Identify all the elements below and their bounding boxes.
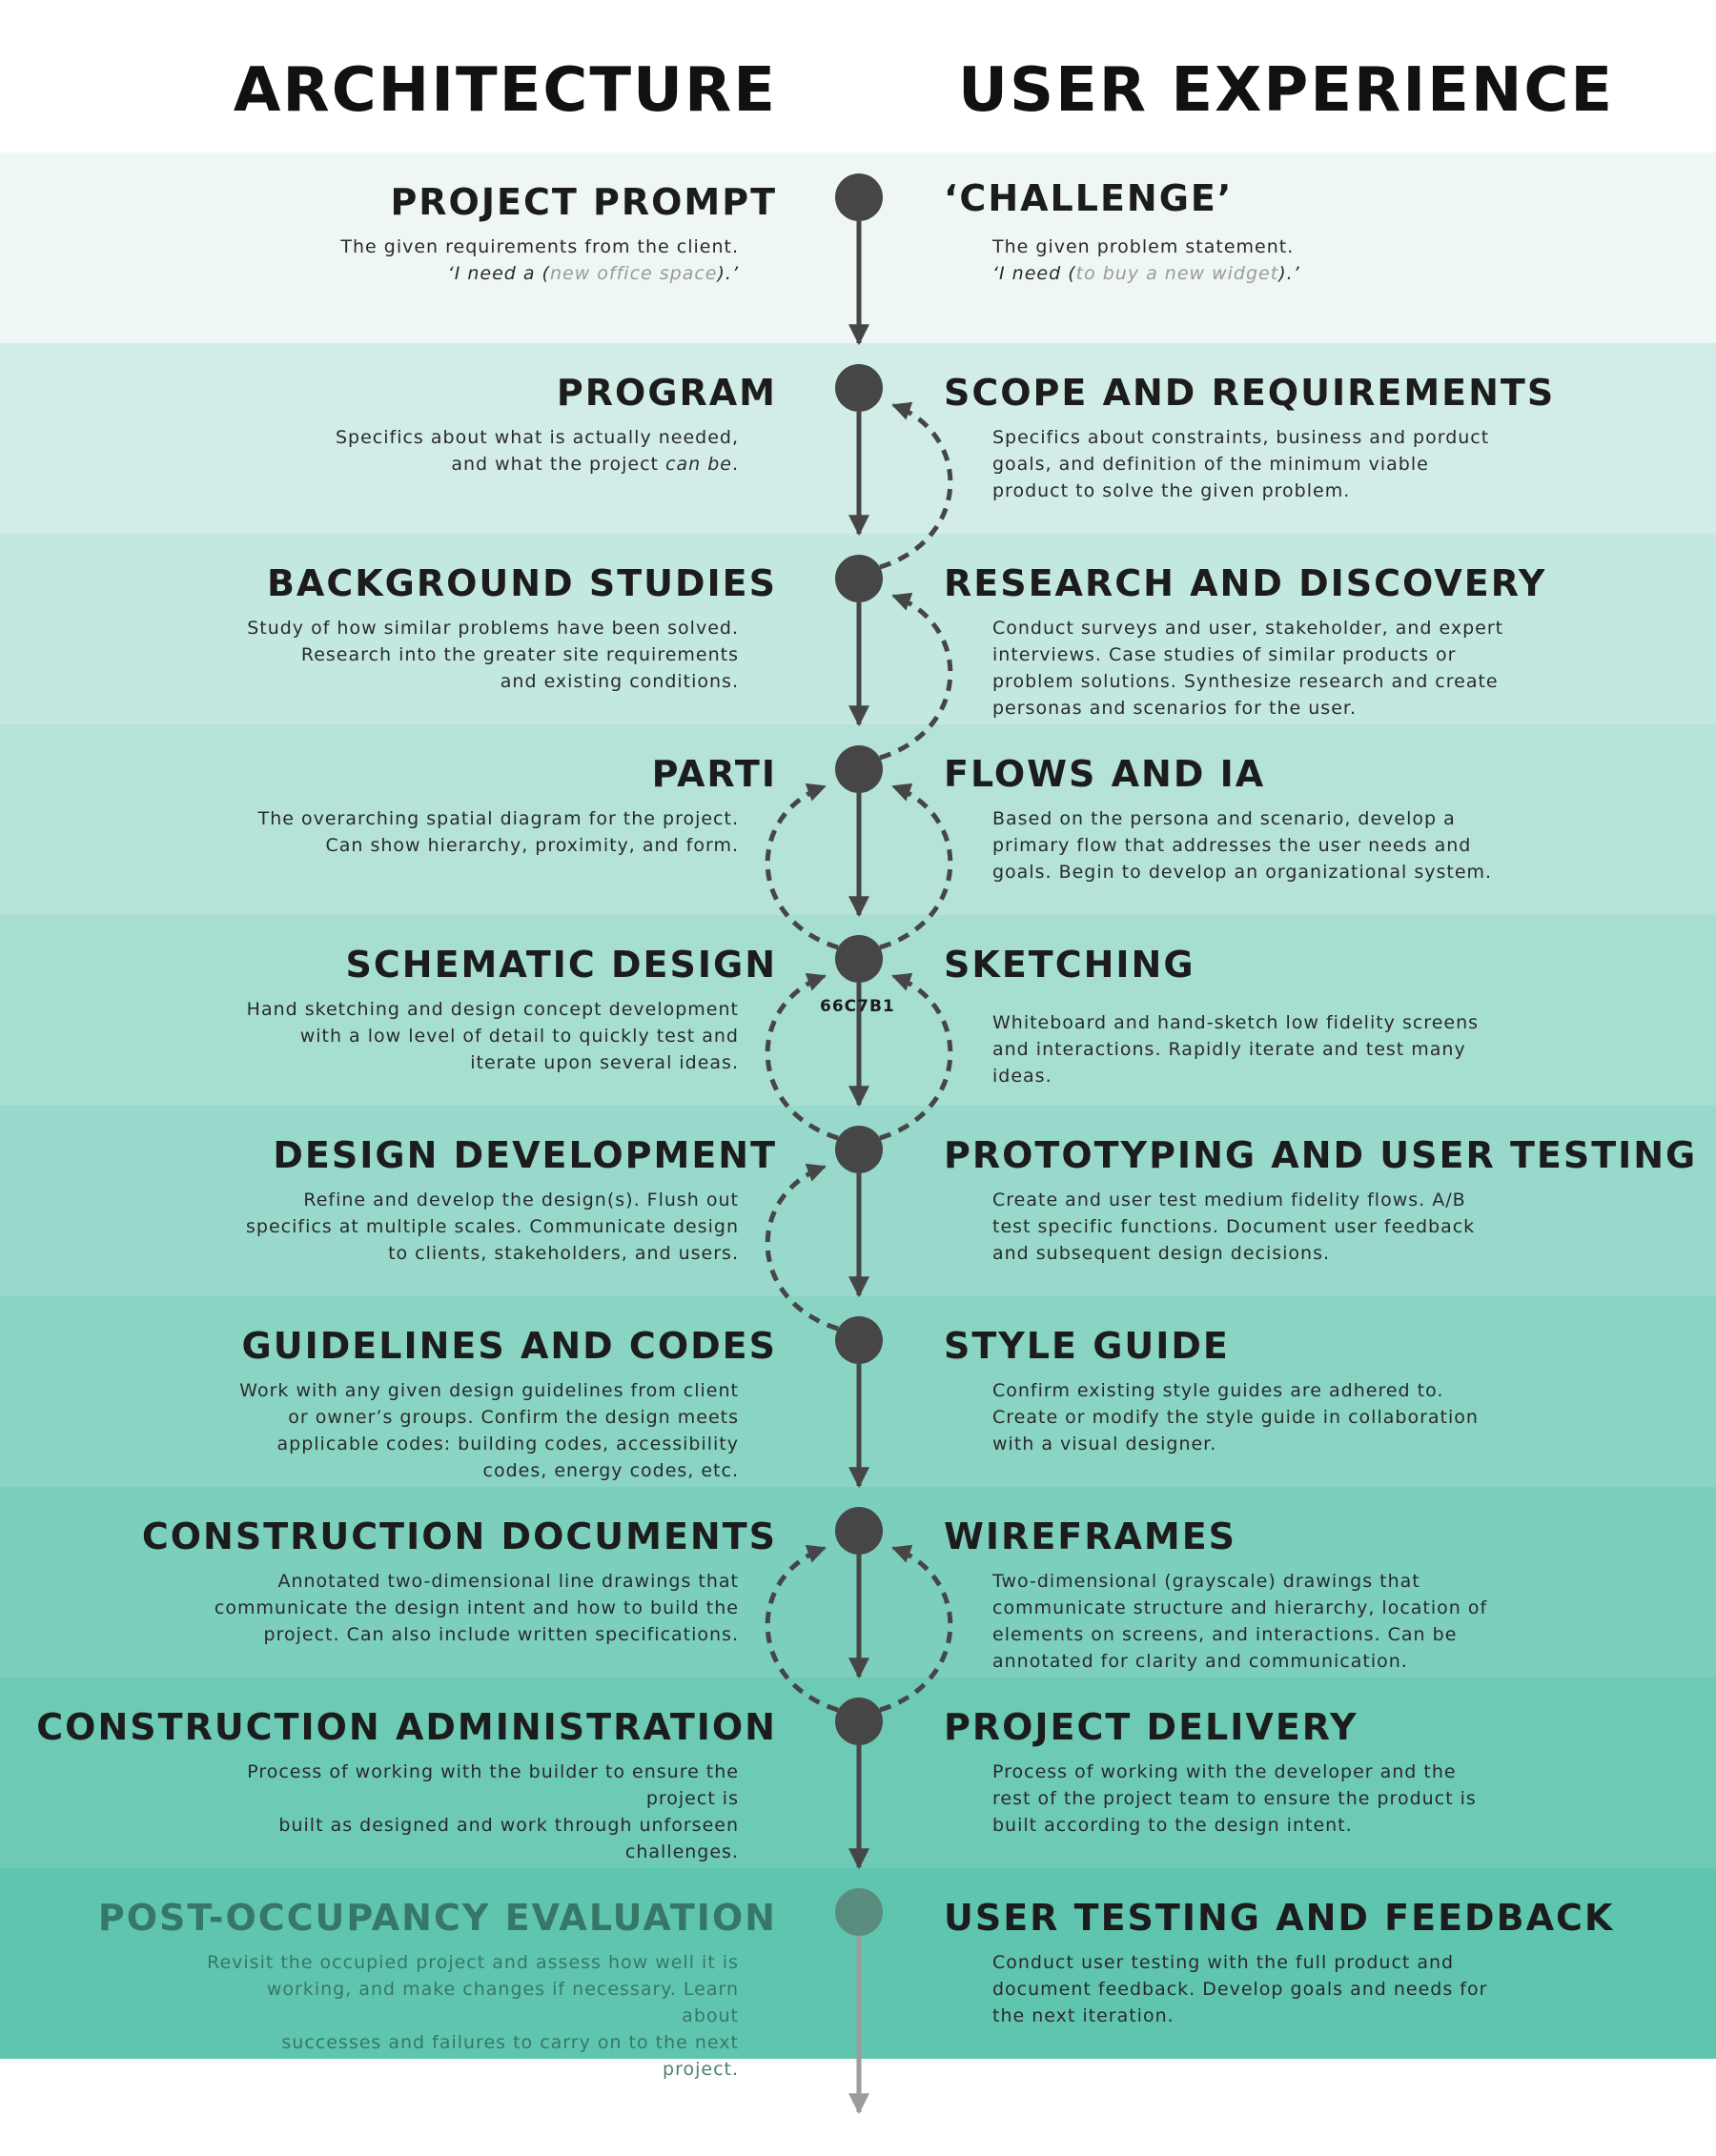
description-line: goals, and definition of the minimum viable — [992, 454, 1429, 475]
description-line: Process of working with the developer and the — [992, 1761, 1457, 1782]
description-line: the next iteration. — [992, 2005, 1175, 2026]
right-feedback-loop — [880, 786, 950, 947]
right-feedback-loop — [880, 1548, 950, 1710]
description-line: document feedback. Develop goals and needs for — [992, 1979, 1488, 2000]
architecture-step-title: POST-OCCUPANCY EVALUATION — [97, 1897, 777, 1939]
architecture-step-title: BACKGROUND STUDIES — [266, 562, 777, 604]
description-line: Specifics about constraints, business and porduct — [992, 427, 1490, 448]
description-line: goals. Begin to develop an organizational system. — [992, 862, 1493, 883]
architecture-step-description — [205, 996, 739, 1076]
quote-muted: new office space — [549, 263, 718, 284]
architecture-step-description — [205, 424, 739, 478]
step-node — [835, 1888, 883, 1936]
architecture-step-description — [205, 1377, 739, 1484]
step-node — [835, 1507, 883, 1555]
ux-step-title: STYLE GUIDE — [944, 1325, 1230, 1367]
description-line: product to solve the given problem. — [992, 480, 1351, 501]
architecture-step-description — [205, 1187, 739, 1267]
quote-muted: to buy a new widget — [1075, 263, 1279, 284]
ux-step-description — [992, 1949, 1526, 2029]
description-line: Create and user test medium fidelity flows. A/B — [992, 1190, 1466, 1210]
description-line: primary flow that addresses the user needs and — [992, 835, 1472, 856]
quote-post: ).’ — [1278, 263, 1300, 284]
description-line: working, and make changes if necessary. Learn about — [266, 1979, 739, 2026]
description-line: interviews. Case studies of similar products or — [992, 644, 1457, 665]
description-line: Specifics about what is actually needed, — [335, 427, 739, 448]
description-line: communicate structure and hierarchy, location of — [992, 1597, 1488, 1618]
ux-step-description — [992, 1009, 1526, 1089]
description-line: Revisit the occupied project and assess how well it is — [207, 1952, 739, 1973]
description-line: with a low level of detail to quickly test and — [299, 1026, 739, 1047]
description-line: Refine and develop the design(s). Flush out — [303, 1190, 739, 1210]
ux-step-description — [992, 615, 1526, 722]
description-line: Create or modify the style guide in collaboration — [992, 1407, 1479, 1428]
description-line: Whiteboard and hand-sketch low fidelity screens — [992, 1012, 1480, 1033]
architecture-step-description — [205, 234, 739, 287]
description-line: successes and failures to carry on to the next project. — [281, 2032, 739, 2080]
ux-step-title: RESEARCH AND DISCOVERY — [944, 562, 1547, 604]
left-feedback-loop — [767, 786, 838, 947]
ux-step-title: USER TESTING AND FEEDBACK — [944, 1897, 1615, 1939]
step-node — [835, 1126, 883, 1173]
description-line: annotated for clarity and communication. — [992, 1651, 1408, 1672]
description-line: project. Can also include written specifications. — [263, 1624, 739, 1645]
quote-pre: ‘I need ( — [992, 263, 1076, 284]
architecture-step-description — [205, 805, 739, 859]
step-node — [835, 173, 883, 221]
ux-step-description — [992, 234, 1526, 287]
step-node — [835, 745, 883, 793]
ux-step-title: FLOWS AND IA — [944, 753, 1266, 795]
description-line: Study of how similar problems have been solved. — [247, 618, 739, 639]
description-line: communicate the design intent and how to build the — [214, 1597, 739, 1618]
step-node — [835, 364, 883, 412]
architecture-step-description — [205, 615, 739, 695]
description-line: Work with any given design guidelines from client — [239, 1380, 739, 1401]
architecture-step-title: PARTI — [651, 753, 777, 795]
step-node — [835, 555, 883, 602]
description-line: or owner’s groups. Confirm the design meets — [288, 1407, 739, 1428]
description-line: Research into the greater site requirements — [300, 644, 739, 665]
header-user-experience: USER EXPERIENCE — [958, 55, 1615, 126]
ux-step-description — [992, 1187, 1526, 1267]
description-line: iterate upon several ideas. — [470, 1052, 739, 1073]
description-line: with a visual designer. — [992, 1434, 1217, 1454]
ux-step-title: SKETCHING — [944, 944, 1195, 986]
architecture-step-title: CONSTRUCTION ADMINISTRATION — [36, 1706, 777, 1748]
description-line: Confirm existing style guides are adhered to. — [992, 1380, 1444, 1401]
description-line: applicable codes: building codes, accessibility — [276, 1434, 739, 1454]
right-feedback-loop — [880, 405, 950, 567]
ux-step-title: WIREFRAMES — [944, 1515, 1237, 1557]
description-line: and subsequent design decisions. — [992, 1243, 1331, 1264]
description-line: Can show hierarchy, proximity, and form. — [325, 835, 739, 856]
architecture-step-description — [205, 1759, 739, 1865]
ux-step-description — [992, 805, 1526, 885]
description-line: to clients, stakeholders, and users. — [388, 1243, 739, 1264]
description-line: test specific functions. Document user feedback — [992, 1216, 1476, 1237]
step-node — [835, 1316, 883, 1364]
description-line: Conduct surveys and user, stakeholder, and expert — [992, 618, 1504, 639]
description-line: specifics at multiple scales. Communicate design — [246, 1216, 739, 1237]
ux-step-description — [992, 424, 1526, 504]
architecture-step-description — [205, 1949, 739, 2083]
description-line: The given requirements from the client. — [340, 236, 739, 257]
description-line: The overarching spatial diagram for the project. — [257, 808, 739, 829]
step-node — [835, 935, 883, 983]
ux-step-description — [992, 1759, 1526, 1839]
description-line: and what the project can be. — [451, 454, 739, 475]
quote-line — [205, 260, 739, 287]
description-line: codes, energy codes, etc. — [482, 1460, 739, 1481]
description-line: personas and scenarios for the user. — [992, 698, 1357, 719]
left-feedback-loop — [767, 1548, 838, 1710]
architecture-step-title: PROJECT PROMPT — [390, 181, 777, 223]
description-line: and interactions. Rapidly iterate and test many — [992, 1039, 1466, 1060]
description-line: Process of working with the builder to ensure the project is — [247, 1761, 739, 1809]
color-code-label: 66C7B1 — [820, 997, 895, 1016]
quote-line — [992, 260, 1526, 287]
description-line: Conduct user testing with the full product and — [992, 1952, 1455, 1973]
architecture-step-title: DESIGN DEVELOPMENT — [273, 1134, 777, 1176]
right-feedback-loop — [880, 596, 950, 758]
architecture-step-title: SCHEMATIC DESIGN — [345, 944, 777, 986]
ux-step-title: SCOPE AND REQUIREMENTS — [944, 372, 1556, 414]
description-line: elements on screens, and interactions. Can be — [992, 1624, 1458, 1645]
ux-step-title: ‘CHALLENGE’ — [944, 177, 1234, 219]
architecture-step-title: GUIDELINES AND CODES — [241, 1325, 777, 1367]
step-node — [835, 1698, 883, 1745]
header-architecture: ARCHITECTURE — [233, 55, 777, 126]
architecture-step-description — [205, 1568, 739, 1648]
description-line: problem solutions. Synthesize research and create — [992, 671, 1499, 692]
description-line: Hand sketching and design concept development — [246, 999, 739, 1020]
left-feedback-loop — [767, 1167, 838, 1329]
architecture-step-title: PROGRAM — [556, 372, 777, 414]
quote-pre: ‘I need a ( — [447, 263, 550, 284]
description-line: ideas. — [992, 1066, 1052, 1087]
ux-step-title: PROJECT DELIVERY — [944, 1706, 1358, 1748]
emphasis: can be — [665, 454, 732, 475]
description-line: and existing conditions. — [500, 671, 739, 692]
ux-step-title: PROTOTYPING AND USER TESTING — [944, 1134, 1698, 1176]
ux-step-description — [992, 1568, 1526, 1675]
description-line: The given problem statement. — [992, 236, 1295, 257]
description-line: Annotated two-dimensional line drawings that — [277, 1571, 739, 1592]
description-line: rest of the project team to ensure the product is — [992, 1788, 1477, 1809]
description-line: Two-dimensional (grayscale) drawings that — [992, 1571, 1420, 1592]
description-line: Based on the persona and scenario, develop a — [992, 808, 1456, 829]
quote-post: ).’ — [717, 263, 739, 284]
description-line: built as designed and work through unforseen challenges. — [278, 1815, 739, 1862]
ux-step-description — [992, 1377, 1526, 1457]
description-line: built according to the design intent. — [992, 1815, 1353, 1836]
architecture-step-title: CONSTRUCTION DOCUMENTS — [141, 1515, 777, 1557]
